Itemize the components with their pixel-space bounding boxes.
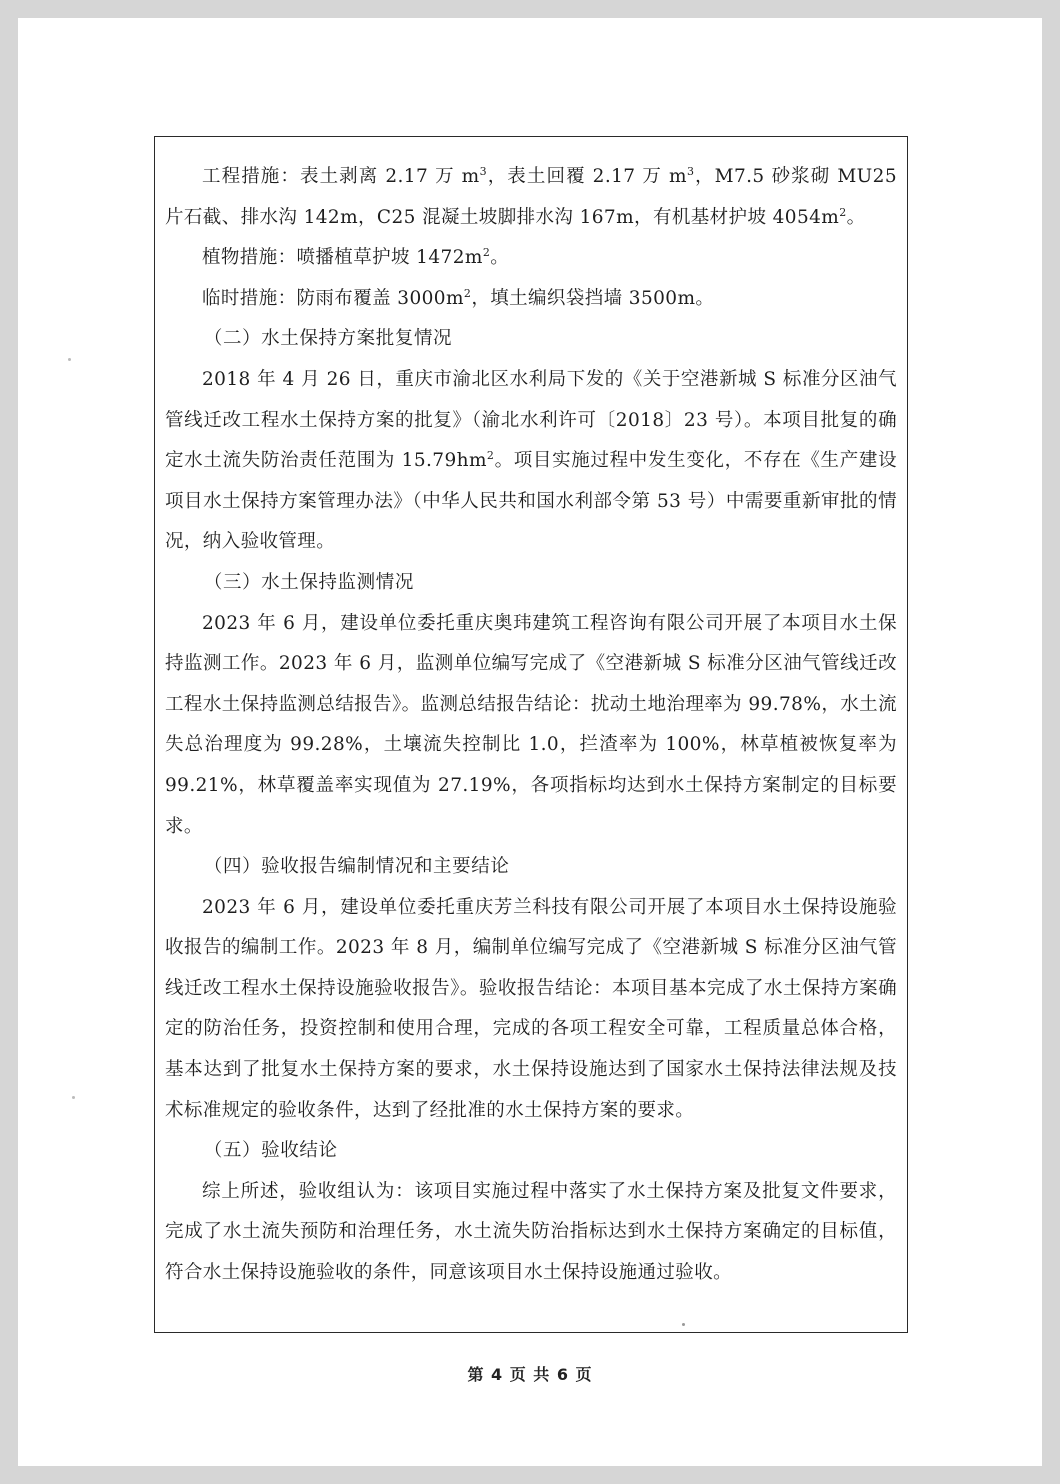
paragraph	[165, 604, 897, 848]
section-heading	[165, 1131, 897, 1172]
section-heading	[165, 847, 897, 888]
text-run: 。	[490, 247, 510, 269]
section-heading	[165, 319, 897, 360]
text-run: 2018 年 4 月 26 日，重庆市渝北区水利局下发的《关于空港新城 S 标准分区油气管线迁改工程水土保持方案的批复》（渝北水利许可〔2018〕23 号）。本项目批复的确定水土流失防治责任范围为 15.79hm	[165, 368, 897, 472]
text-run: 。	[846, 206, 866, 228]
text-run: 临时措施：防雨布覆盖 3000m	[202, 287, 464, 309]
superscript: 3	[479, 165, 488, 178]
superscript: 2	[839, 205, 847, 219]
text-run: ，M7.5 砂浆砌 MU25 片石截、排水沟 142m，C25 混凝土坡脚排水沟 167m，有机基材护坡 4054m	[165, 166, 897, 228]
paragraph	[165, 360, 897, 563]
text-run: ，表土回覆 2.17 万 m	[487, 166, 687, 187]
text-run: （三）水土保持监测情况	[203, 571, 414, 593]
text-run: 工程措施：表土剥离 2.17 万 m	[202, 166, 480, 187]
text-run: （四）验收报告编制情况和主要结论	[203, 856, 510, 878]
paragraph	[165, 1172, 897, 1294]
scan-speck	[682, 1323, 685, 1326]
paragraph	[165, 279, 897, 320]
text-run: 综上所述，验收组认为：该项目实施过程中落实了水土保持方案及批复文件要求，完成了水土流失预防和治理任务，水土流失防治指标达到水土保持方案确定的目标值，符合水土保持设施验收的条件，同意该项目水土保持设施通过验收。	[165, 1180, 897, 1284]
superscript: 2	[463, 286, 472, 300]
text-run: ，填土编织袋挡墙 3500m。	[471, 287, 715, 309]
body-text	[165, 157, 897, 1294]
text-run: 植物措施：喷播植草护坡 1472m	[202, 247, 483, 269]
page-number: 第 4 页 共 6 页	[467, 1365, 593, 1384]
text-run: 2023 年 6 月，建设单位委托重庆芳兰科技有限公司开展了本项目水土保持设施验收报告的编制工作。2023 年 8 月，编制单位编写完成了《空港新城 S 标准分区油气管线迁改工程水土保持设施验收报告》。验收报告结论：本项目基本完成了水土保持方案确定的防治任务，投资控制和使用合理，完成的各项工程安全可靠，工程质量总体合格，基本达到了批复水土保持方案的要求，水土保持设施达到了国家水土保持法律法规及技术标准规定的验收条件，达到了经批准的水土保持方案的要求。	[165, 896, 897, 1121]
text-run: （二）水土保持方案批复情况	[203, 328, 453, 350]
text-run: （五）验收结论	[203, 1140, 338, 1162]
paragraph	[165, 888, 897, 1132]
superscript: 3	[686, 165, 695, 178]
document-page	[18, 18, 1042, 1466]
superscript: 2	[482, 246, 491, 260]
superscript: 2	[486, 449, 495, 463]
scan-speck	[72, 1096, 75, 1099]
text-run: 2023 年 6 月，建设单位委托重庆奥玮建筑工程咨询有限公司开展了本项目水土保持监测工作。2023 年 6 月，监测单位编写完成了《空港新城 S 标准分区油气管线迁改工程水土保持监测总结报告》。监测总结报告结论：扰动土地治理率为 99.78%，水土流失总治理度为 99.28%，土壤流失控制比 1.0，拦渣率为 100%，林草植被恢复率为 99.21%，林草覆盖率实现值为 27.19%，各项指标均达到水土保持方案制定的目标要求。	[165, 612, 897, 837]
scan-speck	[68, 358, 71, 361]
section-heading	[165, 563, 897, 604]
content-frame	[154, 136, 908, 1333]
text-run: 。项目实施过程中发生变化，不存在《生产建设项目水土保持方案管理办法》（中华人民共和国水利部令第 53 号）中需要重新审批的情况，纳入验收管理。	[165, 450, 897, 553]
paragraph	[165, 157, 897, 238]
paragraph	[165, 238, 897, 279]
